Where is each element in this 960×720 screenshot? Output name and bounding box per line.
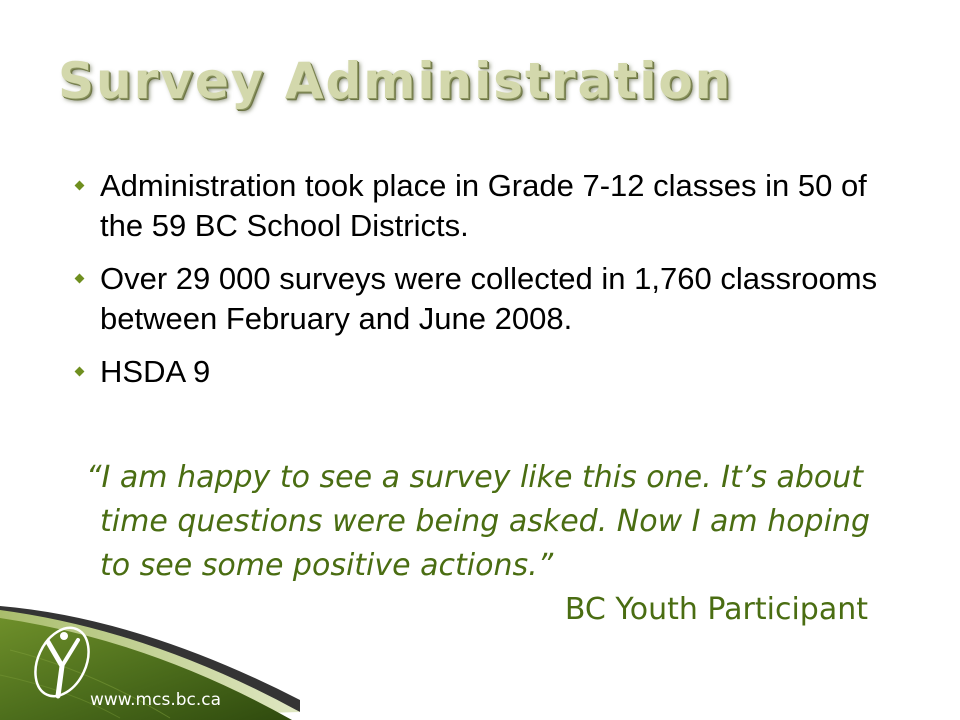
quote-block: [86, 456, 886, 588]
diamond-bullet-icon: [75, 274, 85, 284]
bullet-list: [74, 166, 894, 405]
diamond-bullet-icon: [75, 181, 85, 191]
website-link[interactable]: www.mcs.bc.ca: [90, 690, 222, 710]
bullet-item: [74, 166, 894, 246]
bullet-text: Administration took place in Grade 7-12 classes in 50 of the 59 BC School Districts.: [100, 168, 867, 243]
bullet-item: [74, 352, 894, 392]
quote-attribution: BC Youth Participant: [564, 592, 868, 627]
quote-text: “I am happy to see a survey like this one. It’s about time questions were being asked. Now I am hoping to see some positive actions.”: [86, 460, 870, 583]
bullet-text: HSDA 9: [100, 354, 211, 389]
bullet-text: Over 29 000 surveys were collected in 1,760 classrooms between February and June 2008.: [100, 261, 878, 336]
diamond-bullet-icon: [75, 367, 85, 377]
bullet-item: [74, 259, 894, 339]
slide-title: Survey Administration: [58, 52, 733, 110]
